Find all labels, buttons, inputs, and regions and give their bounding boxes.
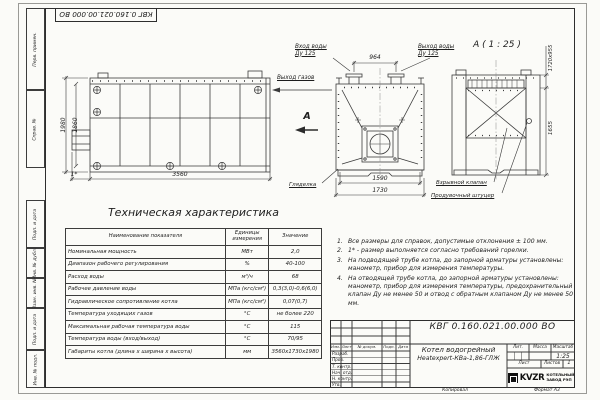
gas-outlet-label: Выход газов [277, 75, 315, 81]
kvzr-logo-sub1: КОТЕЛЬНЫЙ [546, 372, 575, 378]
spec-header-units: Единицы измерения [225, 229, 269, 246]
side-height-inner-dim: 1860 [72, 117, 79, 133]
spec-cell: МПа (кгс/см²) [225, 296, 269, 309]
peephole-label: Гляделка [289, 182, 317, 188]
spec-cell: мм [225, 346, 269, 359]
note-number: 1. [337, 238, 343, 245]
titleblock-col-list: Лист [341, 344, 352, 349]
margin-field-label: Перв. примен. [33, 31, 38, 67]
spec-row [66, 283, 322, 296]
side-offset-dim: 1* [70, 171, 78, 178]
spec-cell: Габариты котла (длина х ширина х высота) [66, 346, 226, 359]
kvzr-logo-subtext [546, 373, 574, 382]
kvzr-logo-text: KVZR [519, 373, 545, 383]
spec-row [66, 258, 322, 271]
titleblock-col-izm: Изм. [331, 344, 340, 349]
spec-cell: 115 [269, 321, 322, 334]
margin-field-label: Взам. инв. № [33, 277, 39, 309]
spec-cell: 3560х1730х1980 [269, 346, 322, 359]
titleblock-col-data: Дата [398, 344, 408, 349]
spec-header-name: Наименование показателя [66, 229, 226, 246]
note-number: 4. [337, 274, 343, 282]
spec-cell: Максимальная рабочая температура воды [66, 321, 226, 334]
pipes-dim: 964 [369, 54, 381, 61]
water-inlet-line2: Ду 125 [295, 50, 316, 57]
spec-cell: Температура уходящих газов [66, 308, 226, 321]
spec-row [66, 321, 322, 334]
spec-row [66, 308, 322, 321]
spec-cell: МПа (кгс/см²) [225, 283, 269, 296]
spec-cell: 40-100 [269, 258, 322, 271]
manufacturer-logo [508, 369, 574, 387]
water-outlet-label [418, 44, 454, 57]
copied-label: Копировал [442, 388, 468, 393]
spec-cell: °С [225, 308, 269, 321]
note-item [337, 238, 577, 246]
view-a-arrowhead [295, 126, 305, 133]
side-length-dim: 3560 [172, 171, 188, 178]
titleblock-row-utv: Утв. [332, 382, 341, 387]
spec-header-value: Значение [269, 229, 322, 246]
front-width-outer-dim: 1730 [372, 187, 388, 194]
spec-row [66, 271, 322, 284]
titleblock-lit-label: Лит. [513, 344, 523, 350]
spec-table [65, 228, 322, 359]
spec-cell: Гидравлическое сопротивление котла [66, 296, 226, 309]
spec-cell: МВт [225, 246, 269, 259]
spec-cell: Диапазон рабочего регулирования [66, 258, 226, 271]
note-item [337, 275, 577, 309]
titleblock-row-nachotd: Нач. отд. [332, 369, 353, 375]
spec-cell: не более 220 [269, 308, 322, 321]
titleblock-sheets-label: Листов [543, 360, 561, 366]
spec-cell: Номинальная мощность [66, 246, 226, 259]
side-height-dim: 1980 [60, 117, 67, 133]
spec-cell: °С [225, 333, 269, 346]
note-text: 1* - размер выполняется согласно требований горелки. [348, 247, 529, 255]
side-view-drawing [72, 71, 270, 172]
titleblock-col-podp: Подп. [383, 344, 395, 349]
note-text: На подводящей трубе котла, до запорной арматуры установлены: манометр, прибор для измерения температуры. [348, 256, 564, 273]
titleblock-row-tkontr: Т. контр. [332, 363, 352, 369]
water-outlet-line2: Ду 125 [418, 50, 439, 57]
spec-cell: 70/95 [269, 333, 322, 346]
notes-block [337, 238, 577, 309]
kvzr-logo-icon [508, 373, 518, 383]
spec-cell: % [225, 258, 269, 271]
titleblock-mass-label: Масса [533, 344, 547, 350]
margin-field-label: Инв. № подл. [33, 353, 39, 385]
spec-cell: 0,07(0,7) [269, 296, 322, 309]
gas-out-arrowhead [272, 88, 280, 93]
water-inlet-line1: Вход воды [295, 44, 327, 50]
note-number: 3. [337, 256, 343, 264]
titleblock-name-line2: Heatexpert-КВа-1,86-ГЛЖ [417, 355, 500, 362]
spec-row [66, 246, 322, 259]
margin-field-label: Инв. № дубл. [33, 247, 38, 279]
titleblock-doc-number: КВГ 0.160.021.00.000 ВО [429, 322, 556, 332]
titleblock-row-razrab: Разраб. [332, 351, 349, 356]
note-text: На отводящей трубе котла, до запорной арматуры установлены: манометр, прибор для измерения температуры, предохранительный клапан Ду не менее 50 и отвод с обратным клапаном Ду не менее 50 мм. [348, 274, 574, 307]
doc-number-top-stamp: КВГ 0.160.021.00.000 ВО [55, 8, 157, 22]
titleblock-name-line1: Котел водогрейный [421, 346, 496, 354]
titleblock-sheets-value: 1 [567, 360, 571, 366]
note-item [337, 247, 577, 255]
titleblock-sheet-label: Лист [518, 360, 530, 366]
section-opening-dim: 1720х955 [548, 44, 554, 72]
spec-cell: °С [225, 321, 269, 334]
spec-cell: Рабочее давление воды [66, 283, 226, 296]
margin-field-label: Подп. и дата [33, 208, 39, 240]
spec-cell: Расход воды [66, 271, 226, 284]
titleblock-scale-value: 1:25 [556, 352, 570, 360]
spec-cell: 2,0 [269, 246, 322, 259]
spec-row [66, 333, 322, 346]
spec-cell: м³/ч [225, 271, 269, 284]
spec-header-row [66, 229, 322, 246]
spec-row [66, 346, 322, 359]
kvzr-logo-sub2: ЗАВОД РЭП [546, 377, 572, 382]
note-text: Все размеры для справок, допустимые отклонения ± 100 мм. [348, 238, 548, 245]
spec-row [66, 296, 322, 309]
titleblock-col-docnum: № докум. [357, 344, 377, 349]
spec-table-title: Техническая характеристика [107, 206, 280, 219]
front-width-inner-dim: 1590 [372, 175, 388, 182]
format-label: Формат А3 [534, 388, 560, 393]
note-item [337, 257, 577, 274]
water-inlet-label [295, 44, 327, 57]
view-a-marker: А [303, 111, 311, 122]
spec-cell: 68 [269, 271, 322, 284]
side-view-bolts [93, 86, 261, 169]
margin-field-label: Справ. № [33, 117, 39, 141]
titleblock-row-nkontr: Н. контр. [332, 376, 353, 381]
titleblock-row-prov: Пров. [332, 357, 345, 362]
section-height-dim: 1655 [548, 120, 554, 136]
spec-cell: Температура воды (вход/выход) [66, 333, 226, 346]
section-view-title: А ( 1 : 25 ) [473, 40, 521, 50]
purge-fitting-label: Продувочный штуцер [431, 193, 495, 199]
titleblock-scale-label: Масштаб [552, 344, 574, 350]
note-number: 2. [337, 247, 343, 255]
spec-cell: 0,3(3,0)-0,6(6,0) [269, 283, 322, 296]
margin-field-label: Подп. и дата [33, 313, 39, 345]
water-outlet-line1: Выход воды [418, 44, 455, 50]
explosion-valve-label: Взрывной клапан [436, 180, 487, 186]
